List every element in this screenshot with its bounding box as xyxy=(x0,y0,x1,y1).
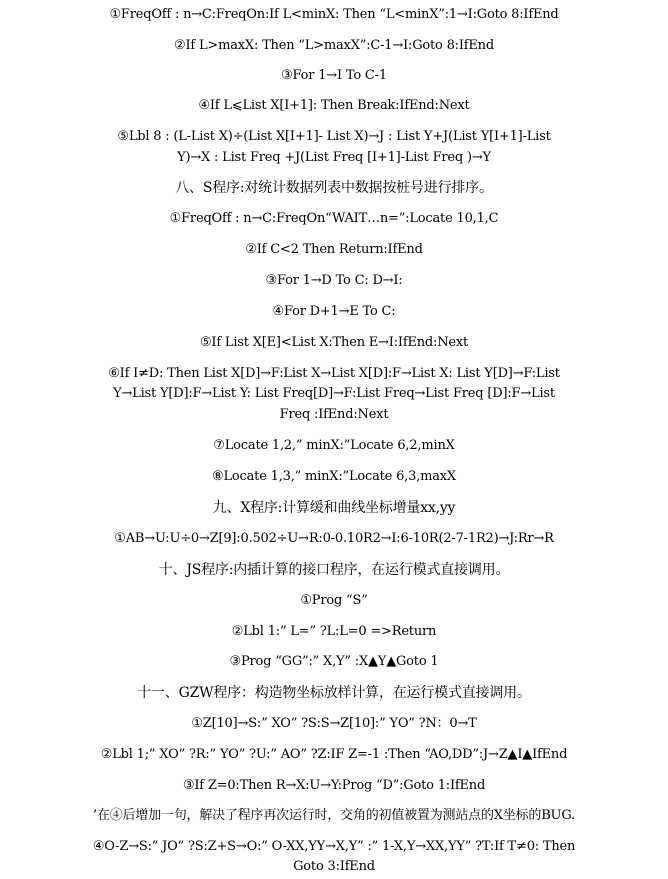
line-s-step-4: ④For D+1→E To C: xyxy=(272,304,396,319)
line-step-2: ②If L>maxX: Then “L>maxX”:C-1→I:Goto 8:IfEnd xyxy=(174,38,494,53)
line-s-step-8: ⑧Locate 1,3,” minX:”Locate 6,3,maxX xyxy=(212,469,456,484)
line-gzw-step-3: ③If Z=0:Then R→X:U→Y:Prog “D”:Goto 1:IfEnd xyxy=(182,778,486,793)
line-s-step-6a: ⑥If I≠D: Then List X[D]→F:List X→List X[D]:F→List X: List Y[D]→F:List xyxy=(108,366,560,381)
line-js-step-1: ①Prog “S” xyxy=(300,593,368,608)
line-gzw-step-2: ②Lbl 1;” XO” ?R:” YO” ?U:” AO” ?Z:IF Z=-1 :Then “AO,DD”:J→Z▲I▲IfEnd xyxy=(100,747,568,762)
line-js-step-2: ②Lbl 1:” L=” ?L:L=0 =>Return xyxy=(231,624,437,639)
line-s-step-6b: Y→List Y[D]:F→List Y: List Freq[D]→F:List Freq→List Freq [D]:F→List xyxy=(113,386,555,401)
line-s-step-6c: Freq :IfEnd:Next xyxy=(279,407,389,422)
line-s-step-7: ⑦Locate 1,2,” minX:”Locate 6,2,minX xyxy=(213,438,455,453)
line-gzw-step-1: ①Z[10]→S:” XO” ?S:S→Z[10]:” YO” ?N：0→T xyxy=(191,716,477,731)
line-step-1: ①FreqOff : n→C:FreqOn:If L<minX: Then “L<minX”:1→I:Goto 8:IfEnd xyxy=(109,7,559,22)
line-s-step-2: ②If C<2 Then Return:IfEnd xyxy=(245,242,423,257)
section-heading-9: 九、X程序:计算缓和曲线坐标增量xx,yy xyxy=(212,500,456,516)
line-s-step-3: ③For 1→D To C: D→I: xyxy=(265,273,403,288)
line-step-3: ③For 1→I To C-1 xyxy=(281,68,387,83)
line-gzw-step-4b: Goto 3:IfEnd xyxy=(293,859,375,874)
section-heading-8: 八、S程序:对统计数据列表中数据按桩号进行排序。 xyxy=(175,180,493,196)
line-s-step-1: ①FreqOff : n→C:FreqOn“WAIT…n=”:Locate 10,1,C xyxy=(169,211,499,226)
line-js-step-3: ③Prog “GG”:” X,Y” :X▲Y▲Goto 1 xyxy=(229,654,439,669)
line-x-step-1: ①AB→U:U÷0→Z[9]:0.502÷U→R:0-0.10R2→I:6-10R(2-7-1R2)→J:Rr→R xyxy=(114,531,554,546)
line-step-5a: ⑤Lbl 8 : (L-List X)÷(List X[I+1]- List X)→J : List Y+J(List Y[I+1]-List xyxy=(117,129,551,144)
section-heading-10: 十、JS程序:内插计算的接口程序，在运行模式直接调用。 xyxy=(158,562,510,578)
line-step-5b: Y)→X : List Freq +J(List Freq [I+1]-List Freq )→Y xyxy=(177,150,491,165)
section-heading-11: 十一、GZW程序：构造物坐标放样计算，在运行模式直接调用。 xyxy=(137,685,531,701)
line-gzw-comment: ’在④后增加一句，解决了程序再次运行时，交角的初值被置为测站点的X坐标的BUG. xyxy=(93,808,575,823)
line-gzw-step-4a: ④O-Z→S:” JO” ?S:Z+S→O:” O-XX,YY→X,Y” :” 1-X,Y→XX,YY” ?T:If T≠0: Then xyxy=(92,839,576,854)
line-s-step-5: ⑤If List X[E]<List X:Then E→I:IfEnd:Next xyxy=(199,335,469,350)
line-step-4: ④If L⩽List X[I+1]: Then Break:IfEnd:Next xyxy=(198,98,470,113)
